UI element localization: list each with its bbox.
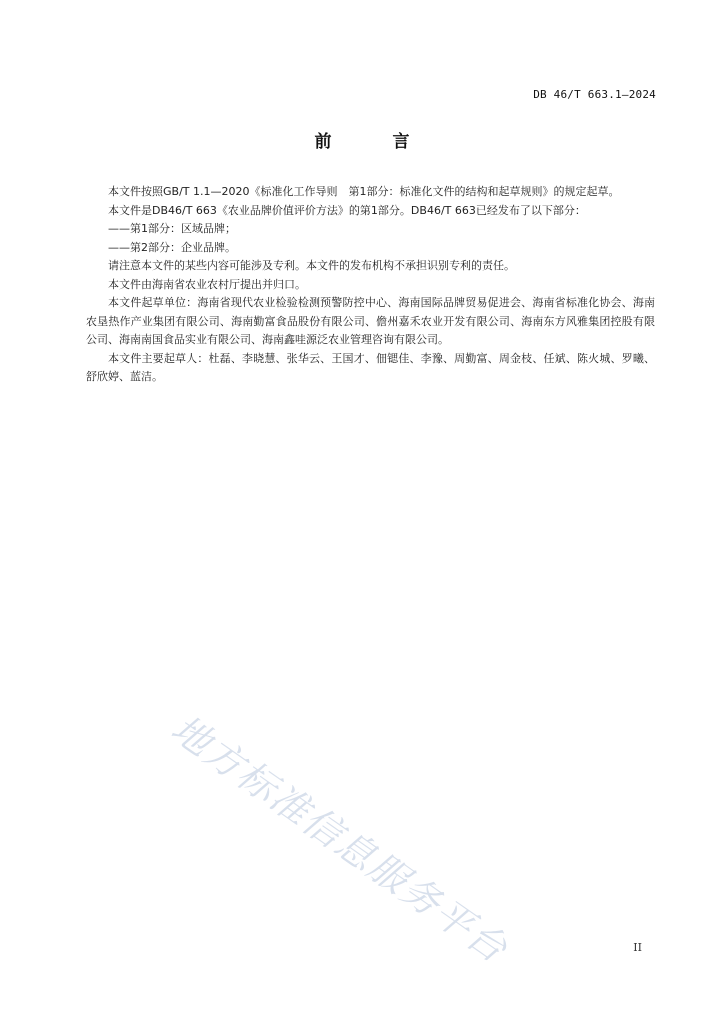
list-item-part-2: ——第2部分：企业品牌。 <box>108 240 236 254</box>
paragraph-drafting-units: 本文件起草单位：海南省现代农业检验检测预警防控中心、海南国际品牌贸易促进会、海南省标准化协会、海南农垦热作产业集团有限公司、海南勤富食品股份有限公司、儋州嘉禾农业开发有限公司、海南东方风雅集团控股有限公司、海南南国食品实业有限公司、海南鑫哇源泛农业管理咨询有限公司。 <box>86 296 655 346</box>
page-title: 前 言 <box>314 132 432 152</box>
paragraph-proposer: 本文件由海南省农业农村厅提出并归口。 <box>108 277 306 291</box>
paragraph-drafters: 本文件主要起草人：杜磊、李晓慧、张华云、王国才、佃锶佳、李豫、周勤富、周金枝、任斌、陈火城、罗曦、舒欣婷、蓝洁。 <box>86 351 655 383</box>
document-code: DB 46/T 663.1—2024 <box>533 88 656 101</box>
list-item-part-1: ——第1部分：区域品牌； <box>108 222 236 235</box>
page-number: II <box>633 941 642 954</box>
foreword-body <box>86 183 655 387</box>
paragraph-drafting-rules: 本文件按照GB/T 1.1—2020《标准化工作导则 第1部分：标准化文件的结构和起草规则》的规定起草。 <box>108 185 620 198</box>
paragraph-part-info: 本文件是DB46/T 663《农业品牌价值评价方法》的第1部分。DB46/T 663已经发布了以下部分： <box>108 203 586 217</box>
watermark: 地方标准信息服务平台 <box>163 706 517 972</box>
paragraph-patent-notice: 请注意本文件的某些内容可能涉及专利。本文件的发布机构不承担识别专利的责任。 <box>108 259 515 272</box>
